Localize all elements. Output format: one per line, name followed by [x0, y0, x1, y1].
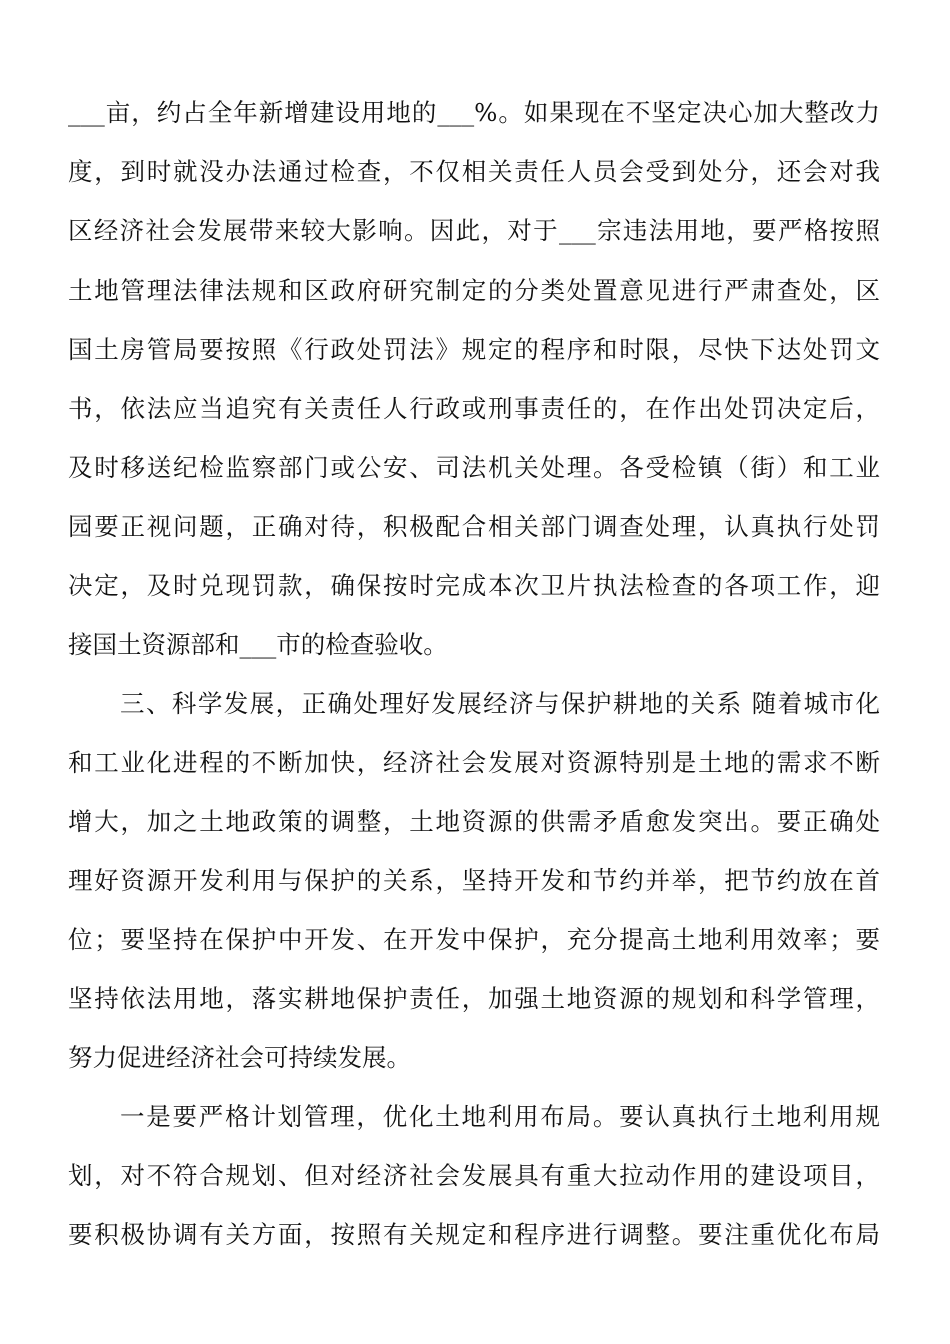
text-line: 接国土资源部和___市的检查验收。	[68, 630, 448, 659]
text-line: 增大，加之土地政策的调整，土地资源的供需矛盾愈发突出。要正确处	[68, 807, 880, 836]
text-line: 书，依法应当追究有关责任人行政或刑事责任的，在作出处罚决定后，	[68, 394, 880, 423]
paragraph-start-line: 一是要严格计划管理，优化土地利用布局。要认真执行土地利用规	[120, 1102, 880, 1131]
text-line: 和工业化进程的不断加快，经济社会发展对资源特别是土地的需求不断	[68, 748, 880, 777]
text-line: ___亩，约占全年新增建设用地的___%。如果现在不坚定决心加大整改力	[68, 98, 880, 127]
text-line: 及时移送纪检监察部门或公安、司法机关处理。各受检镇（街）和工业	[68, 453, 880, 482]
text-line: 坚持依法用地，落实耕地保护责任，加强土地资源的规划和科学管理，	[68, 984, 880, 1013]
text-line: 区经济社会发展带来较大影响。因此，对于___宗违法用地，要严格按照	[68, 216, 880, 245]
text-line: 园要正视问题，正确对待，积极配合相关部门调查处理，认真执行处罚	[68, 512, 880, 541]
text-line: 划，对不符合规划、但对经济社会发展具有重大拉动作用的建设项目，	[68, 1161, 880, 1190]
text-line: 努力促进经济社会可持续发展。	[68, 1043, 411, 1072]
text-line: 国土房管局要按照《行政处罚法》规定的程序和时限，尽快下达处罚文	[68, 335, 880, 364]
section-heading-line: 三、科学发展，正确处理好发展经济与保护耕地的关系 随着城市化	[120, 689, 880, 718]
text-line: 决定，及时兑现罚款，确保按时完成本次卫片执法检查的各项工作，迎	[68, 571, 880, 600]
text-line: 要积极协调有关方面，按照有关规定和程序进行调整。要注重优化布局	[68, 1220, 880, 1249]
text-line: 理好资源开发利用与保护的关系，坚持开发和节约并举，把节约放在首	[68, 866, 880, 895]
text-line: 位；要坚持在保护中开发、在开发中保护，充分提高土地利用效率；要	[68, 925, 880, 954]
text-line: 土地管理法律法规和区政府研究制定的分类处置意见进行严肃查处，区	[68, 276, 880, 305]
text-line: 度，到时就没办法通过检查，不仅相关责任人员会受到处分，还会对我	[68, 157, 880, 186]
